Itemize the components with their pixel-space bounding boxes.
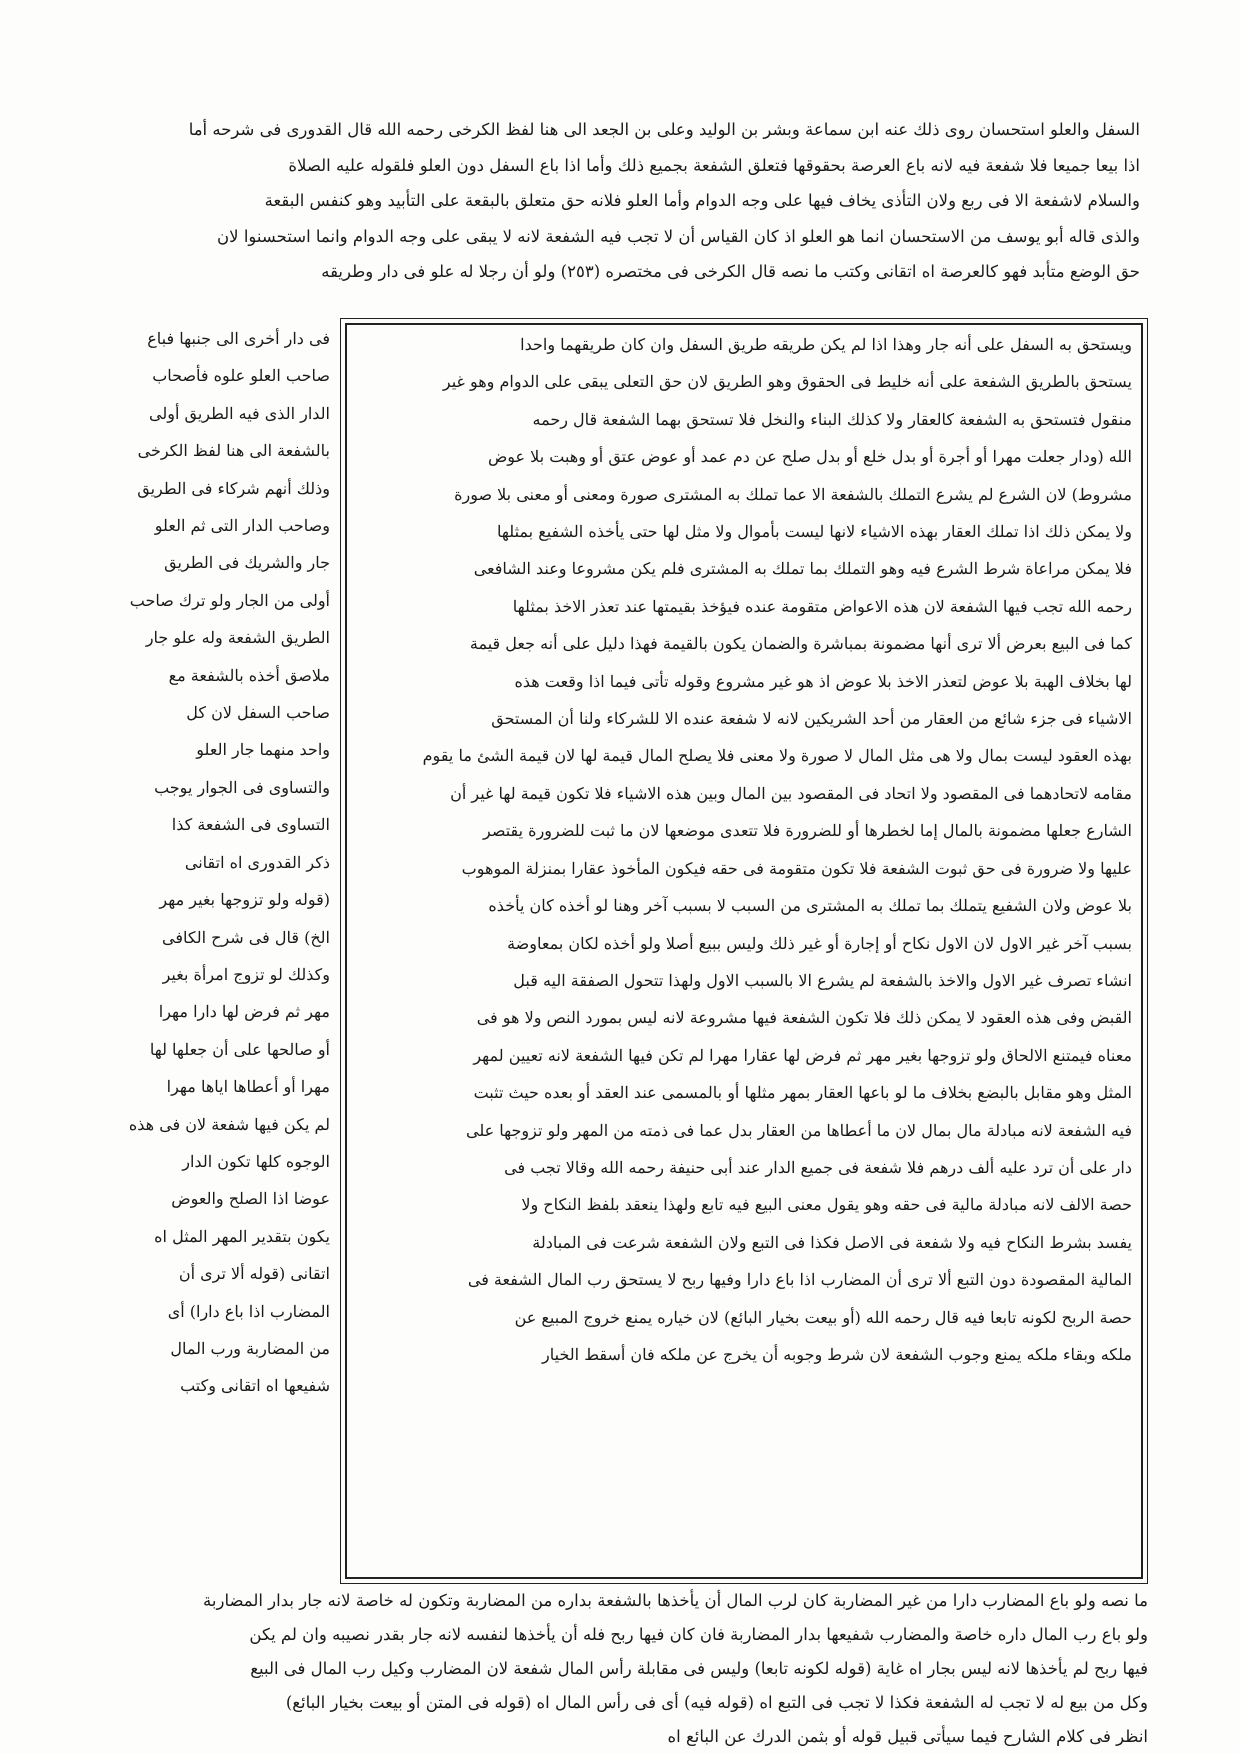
text-line: ويستحق به السفل على أنه جار وهذا اذا لم يكن طريقه طريق السفل وان كان طريقهما واحدا <box>520 335 1132 354</box>
text-line: شفيعها اه اتقانى وكتب <box>180 1376 330 1396</box>
top-commentary <box>120 112 1140 290</box>
text-line: كما فى البيع بعرض ألا ترى أنها مضمونة بمباشرة والضمان يكون بالقيمة فهذا دليل على أنه جعل قيمة <box>469 634 1132 654</box>
text-line: مهر ثم فرض لها دارا مهرا <box>158 1002 330 1022</box>
text-line: بالشفعة الى هنا لفظ الكرخى <box>137 441 330 461</box>
text-line: حصة الربح لكونه تابعا فيه قال رحمه الله (أو بيعت بخيار البائع) لان خياره يمنع خروج المبيع عن <box>514 1307 1132 1327</box>
text-line: المثل وهو مقابل بالبضع بخلاف ما لو باعها العقار بمهر مثلها أو بالمسمى عند العقد أو بعده حيث تثبت <box>473 1083 1132 1103</box>
text-line: ما نصه ولو باع المضارب دارا من غير المضاربة كان لرب المال أن يأخذها بالشفعة بداره من المضاربة وتكون له خاصة لانه جار بدار المضاربة <box>203 1591 1148 1610</box>
bottom-commentary <box>118 1584 1148 1754</box>
text-line: التساوى فى الشفعة كذا <box>171 815 330 835</box>
text-line: مشروط) لان الشرع لم يشرع التملك بالشفعة الا عما تملك به المشترى صورة ومعنى أو معنى بلا صورة <box>454 484 1132 504</box>
text-line: فيه الشفعة لانه مبادلة مال بمال لان ما أعطاها من العقار بدل عما فى ذمته من المهر ولو تزوجها على <box>465 1120 1132 1140</box>
text-line: وكذلك لو تزوج امرأة بغير <box>162 964 330 984</box>
text-line: حق الوضع متأبد فهو كالعرصة اه اتقانى وكتب ما نصه قال الكرخى فى مختصره (٢٥٣) ولو أن رجلا له علو فى دار وطريقه <box>321 262 1140 281</box>
text-line: مهرا أو أعطاها اياها مهرا <box>166 1077 330 1097</box>
text-line: ولو باع رب المال داره خاصة والمضارب شفيعها بدار المضاربة فان كان فيها ربح فله أن يأخذها لنفسه لانه جار بقدر نصيبه وان لم يكن <box>249 1625 1148 1644</box>
text-line: فيها ربح لم يأخذها لانه ليس بجار اه غاية (قوله لكونه تابعا) وليس فى مقابلة رأس المال شفعة لان المضارب وكيل رب المال فى البيع <box>250 1659 1148 1678</box>
text-line: بهذه العقود ليست بمال ولا هى مثل المال لا صورة ولا معنى فلا يصلح المال قيمة لها لان قيمة الشئ ما يقوم <box>422 746 1132 766</box>
text-line: الخ) قال فى شرح الكافى <box>162 927 330 947</box>
text-line: واحد منهما جار العلو <box>196 740 330 760</box>
text-line: لها بخلاف الهبة بلا عوض لتعذر الاخذ بلا عوض اذ هو غير مشروع وقوله تأتى فيما اذا وقعت هذه <box>514 671 1132 691</box>
text-line: والتساوى فى الجوار يوجب <box>154 777 330 797</box>
text-line: الطريق الشفعة وله علو جار <box>145 628 330 648</box>
text-line: مقامه لاتحادهما فى المقصود ولا اتحاد فى المقصود بين المال وبين هذه الاشياء فلا تكون قيمة لها غير أن <box>450 783 1132 803</box>
text-line: دار على أن ترد عليه ألف درهم فلا شفعة فى جميع الدار عند أبى حنيفة رحمه الله وقالا تجب فى <box>504 1157 1132 1177</box>
main-text <box>352 326 1132 1373</box>
text-line: الوجوه كلها تكون الدار <box>182 1151 330 1171</box>
text-line: فى دار أخرى الى جنبها فباع <box>147 329 330 348</box>
text-line: يكون بتقدير المهر المثل اه <box>154 1226 330 1246</box>
text-line: والسلام لاشفعة الا فى ربع ولان التأذى يخاف فيها على وجه الدوام وأما العلو فلانه حق متعلق بالبقعة على التأبيد وهو كنفس البقعة <box>264 191 1140 210</box>
text-line: المضارب اذا باع دارا) أى <box>167 1301 330 1321</box>
text-line: المالية المقصودة دون التبع ألا ترى أن المضارب اذا باع دارا وفيها ربح لا يستحق رب المال الشفعة فى <box>467 1270 1132 1290</box>
text-line: السفل والعلو استحسان روى ذلك عنه ابن سماعة وبشر بن الوليد وعلى بن الجعد الى هنا لفظ الكرخى رحمه الله قال القدورى فى شرحه أما <box>188 120 1140 139</box>
text-line: رحمه الله تجب فيها الشفعة لان هذه الاعواض متقومة عنده فيؤخذ بقيمتها عند تعذر الاخذ بمثلها <box>512 596 1132 616</box>
text-line: صاحب العلو علوه فأصحاب <box>152 366 330 386</box>
text-line: يفسد بشرط النكاح فيه ولا شفعة فى الاصل فكذا فى التبع ولان الشفعة شرعت فى المبادلة <box>532 1232 1132 1252</box>
text-line: منقول فتستحق به الشفعة كالعقار ولا كذلك البناء والنخل فلا تستحق بهما الشفعة قال رحمه <box>532 409 1132 429</box>
text-line: حصة الالف لانه مبادلة مالية فى حقه وهو يقول معنى البيع فيه تابع ولهذا ينعقد بلفظ النكاح ولا <box>521 1195 1132 1215</box>
text-line: وكل من بيع له لا تجب له الشفعة فكذا لا تجب فى التبع اه (قوله فيه) أى فى رأس المال اه (قوله فى المتن أو بيعت بخيار البائع) <box>285 1693 1148 1712</box>
text-line: اتقانى (قوله ألا ترى أن <box>178 1264 330 1284</box>
text-line: جار والشريك فى الطريق <box>164 553 330 573</box>
text-line: والذى قاله أبو يوسف من الاستحسان انما هو العلو اذ كان القياس أن لا تجب فيه الشفعة لانه لا يبقى على وجه الدوام وانما استحسنوا لان <box>217 226 1140 246</box>
text-line: وذلك أنهم شركاء فى الطريق <box>137 478 330 498</box>
text-line: من المضاربة ورب المال <box>170 1338 330 1358</box>
text-line: ولا يمكن ذلك اذا تملك العقار بهذه الاشياء لانها ليست بأموال ولا مثل لها حتى يأخذه الشفيع بمثلها <box>497 522 1132 542</box>
text-line: الاشياء فى جزء شائع من العقار من أحد الشريكين لانه لا شفعة عنده الا للشركاء ولنا أن المستحق <box>491 709 1132 729</box>
text-line: أو صالحها على أن جعلها لها <box>149 1039 330 1059</box>
margin-commentary <box>118 320 330 1405</box>
text-line: انشاء تصرف غير الاول والاخذ بالشفعة لم يشرع الا بالسبب الاول ولهذا تتحول الصفقة اليه قبل <box>513 970 1132 990</box>
text-line: الشارع جعلها مضمونة بالمال إما لخطرها أو للضرورة فلا تتعدى موضعها لان ما ثبت للضرورة يقتصر <box>483 821 1132 841</box>
text-line: الله (ودار جعلت مهرا أو أجرة أو بدل خلع أو بدل صلح عن دم عمد أو عوض عتق أو وهبت بلا عوض <box>487 447 1132 467</box>
text-line: بلا عوض ولان الشفيع يتملك بما تملك به المشترى من السبب لا بسبب آخر وهنا لو أخذه كان يأخذه <box>488 896 1132 916</box>
text-line: الدار الذى فيه الطريق أولى <box>149 403 330 423</box>
text-line: أولى من الجار ولو ترك صاحب <box>129 590 330 610</box>
text-line: عوضا اذا الصلح والعوض <box>171 1189 330 1209</box>
text-line: يستحق بالطريق الشفعة على أنه خليط فى الحقوق وهو الطريق لان حق التعلى يبقى على الدوام وهو غير <box>442 372 1132 392</box>
text-line: ملكه وبقاء ملكه يمنع وجوب الشفعة لان شرط وجوبه أن يخرج عن ملكه فان أسقط الخيار <box>542 1344 1132 1364</box>
text-line: معناه فيمتنع الالحاق ولو تزوجها بغير مهر ثم فرض لها عقارا مهرا لم تكن فيها الشفعة لانه تعيين لمهر <box>473 1045 1132 1065</box>
text-line: (قوله ولو تزوجها بغير مهر <box>159 890 330 910</box>
text-line: القبض وفى هذه العقود لا يمكن ذلك فلا تكون الشفعة فيها مشروعة لانه ليس بمورد النص ولا هو فى <box>476 1008 1132 1028</box>
text-line: عليها ولا ضرورة فى حق ثبوت الشفعة فلا تكون متقومة فى حقه فيكون المأخوذ عقارا بمنزلة الموهوب <box>461 858 1132 878</box>
text-line: صاحب السفل لان كل <box>186 703 330 723</box>
text-line: فلا يمكن مراعاة شرط الشرع فيه وهو التملك بما تملك به المشترى فلم يكن مشروعا وعند الشافعى <box>473 559 1132 579</box>
text-line: بسبب آخر غير الاول لان الاول نكاح أو إجارة أو غير ذلك وليس ببيع أصلا ولو أخذه لكان بمعاوضة <box>507 933 1132 953</box>
text-line: اذا بيعا جميعا فلا شفعة فيه لانه باع العرصة بحقوقها فتعلق الشفعة بجميع ذلك وأما اذا باع السفل دون العلو فلقوله عليه الصلاة <box>288 155 1140 175</box>
text-line: وصاحب الدار التى ثم العلو <box>154 516 330 536</box>
text-line: ملاصق أخذه بالشفعة مع <box>168 665 330 685</box>
text-line: ذكر القدورى اه اتقانى <box>184 852 330 872</box>
text-line: انظر فى كلام الشارح فيما سيأتى قبيل قوله أو بثمن الدرك عن البائع اه <box>667 1727 1148 1746</box>
text-line: لم يكن فيها شفعة لان فى هذه <box>128 1114 330 1134</box>
